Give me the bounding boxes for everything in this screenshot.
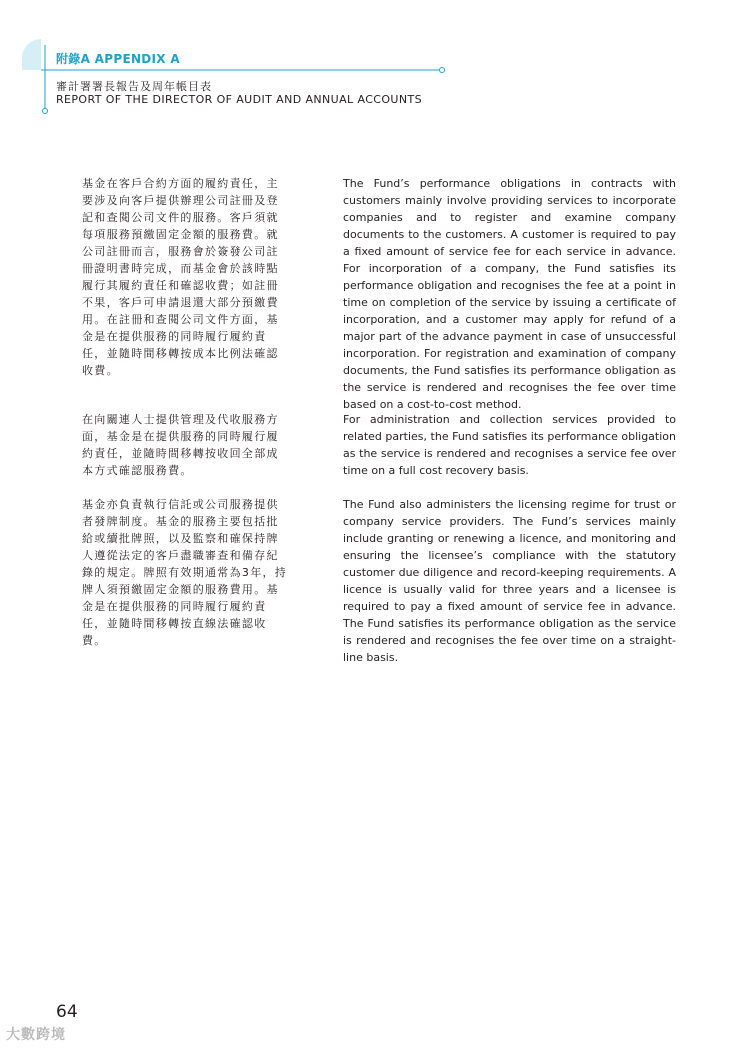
section-1-zh: 基金在客戶合約方面的履約責任，主要涉及向客戶提供辦理公司註冊及登記和查閱公司文件的服務。客戶須就每項服務預繳固定金額的服務費。就公司註冊而言，服務會於簽發公司註冊證明書時完成，而基金會於該時點履行其履約責任和確認收費；如註冊不果，客戶可申請退還大部分預繳費用。在註冊和查閱公司文件方面，基金是在提供服務的同時履行履約責任，並隨時間移轉按成本比例法確認收費。 [82, 177, 279, 377]
section-1-en: The Fund’s performance obligations in contracts with customers mainly involve providing services to incorporate companies and to register and examine company documents to the customers. A customer is required to pay a fixed amount of service fee for each service in advance. For incorporation of a company, the Fund satisfies its performance obligation and recognises the fee at a point in time on completion of the service by issuing a certificate of incorporation, and a customer may apply for refund of a major part of the advance payment in case of unsuccessful incorporation. For registration and examination of company documents, the Fund satisfies its performance obligation as the service is rendered and recognises the fee over time based on a cost-to-cost method. [343, 177, 676, 411]
header-vertical-end-dot [43, 109, 48, 114]
section-3-zh: 基金亦負責執行信託或公司服務提供者發牌制度。基金的服務主要包括批給或續批牌照，以及監察和確保持牌人遵從法定的客戶盡職審查和備存紀錄的規定。牌照有效期通常為3年，持牌人須預繳固定金額的服務費用。基金是在提供服務的同時履行履約責任，並隨時間移轉按直線法確認收費。 [82, 498, 288, 647]
report-title-en: REPORT OF THE DIRECTOR OF AUDIT AND ANNUAL ACCOUNTS [56, 93, 422, 106]
header-leaf-shape [22, 39, 41, 70]
page-number: 64 [56, 1002, 78, 1022]
section-3-en: The Fund also administers the licensing regime for trust or company service providers. The Fund’s services mainly include granting or renewing a licence, and monitoring and ensuring the licensee’s compliance with the statutory customer due diligence and record-keeping requirements. A licence is usually valid for three years and a licensee is required to pay a fixed amount of service fee in advance. The Fund satisfies its performance obligation as the service is rendered and recognises the fee over time on a straight-line basis. [343, 498, 676, 664]
header-rule-end-dot [440, 68, 445, 73]
appendix-label: 附錄A APPENDIX A [56, 52, 180, 66]
report-title-zh: 審計署署長報告及周年帳目表 [56, 80, 212, 93]
section-2-en: For administration and collection services provided to related parties, the Fund satisfies its performance obligation as the service is rendered and recognises a service fee over time on a full cost recovery basis. [343, 413, 676, 477]
watermark-logo: 大數跨境 [6, 1027, 66, 1043]
section-2-zh: 在向關連人士提供管理及代收服務方面，基金是在提供服務的同時履行履約責任，並隨時間移轉按收回全部成本方式確認服務費。 [82, 413, 279, 477]
